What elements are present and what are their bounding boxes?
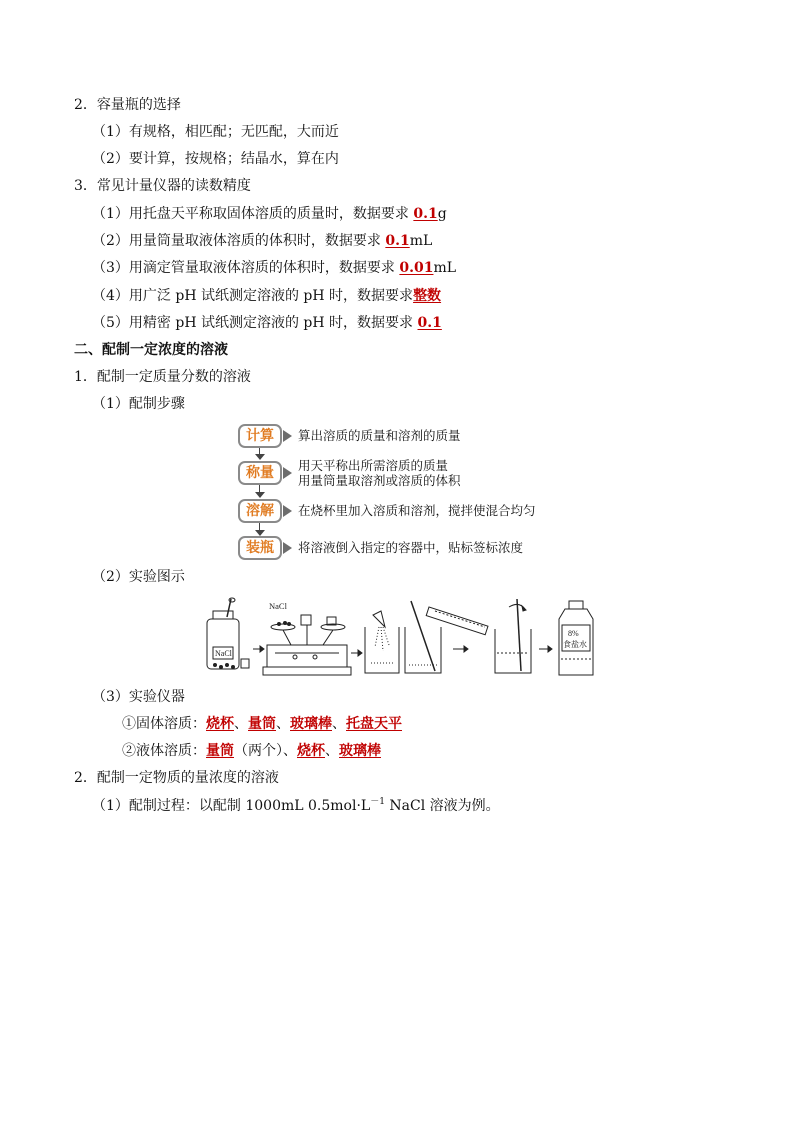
list-item: （3）用滴定管量取液体溶质的体积时，数据要求 0.01mL: [92, 260, 457, 276]
reagent-bottle-icon: [559, 601, 593, 675]
section-heading: 1．配制一定质量分数的溶液: [74, 369, 251, 385]
arrow-down-head: [255, 492, 265, 498]
section-heading: 2．配制一定物质的量浓度的溶液: [74, 770, 279, 786]
reagent-jar-icon: [207, 598, 249, 669]
arrow-right-icon: [283, 467, 292, 479]
answer-blank: 量筒: [206, 743, 234, 759]
section-heading: 2．容量瓶的选择: [74, 97, 181, 113]
step-description: 算出溶质的质量和溶剂的质量: [298, 428, 461, 443]
list-item: ②液体溶质：量筒（两个）、烧杯、玻璃棒: [122, 743, 381, 759]
balance-icon: [263, 615, 351, 675]
step-description: 将溶液倒入指定的容器中，贴标签标浓度: [298, 540, 524, 555]
section-heading: 3．常见计量仪器的读数精度: [74, 178, 251, 194]
list-item: （2）要计算，按规格；结晶水，算在内: [92, 151, 339, 167]
bottle-label: 食盐水: [563, 640, 587, 649]
list-item: （5）用精密 pH 试纸测定溶液的 pH 时，数据要求 0.1: [92, 315, 442, 331]
answer-blank: 玻璃棒: [339, 743, 381, 759]
answer-blank: 0.1: [413, 206, 438, 222]
answer-blank: 0.1: [417, 315, 442, 331]
arrow-right-icon: [283, 542, 292, 554]
step-box: 溶解: [238, 499, 282, 523]
answer-blank: 0.1: [385, 233, 410, 249]
answer-blank: 烧杯: [297, 743, 325, 759]
part-heading: 二、配制一定浓度的溶液: [74, 342, 228, 358]
arrow-right-icon: [283, 505, 292, 517]
arrow-down-head: [255, 454, 265, 460]
list-item: ①固体溶质：烧杯、量筒、玻璃棒、托盘天平: [122, 716, 402, 732]
answer-blank: 托盘天平: [346, 716, 402, 732]
subsection-heading: （2）实验图示: [92, 569, 185, 585]
jar-label: NaCl: [215, 649, 232, 658]
arrow-right-icon: [283, 430, 292, 442]
subsection-heading: （1）配制步骤: [92, 396, 185, 412]
list-item: （1）用托盘天平称取固体溶质的质量时，数据要求 0.1g: [92, 206, 447, 222]
step-description: 在烧杯里加入溶质和溶剂，搅拌使混合均匀: [298, 503, 536, 518]
step-description: 用天平称出所需溶质的质量: [298, 458, 449, 473]
list-item: （4）用广泛 pH 试纸测定溶液的 pH 时，数据要求整数: [92, 288, 442, 304]
experiment-illustration: [205, 597, 597, 679]
step-description: 用量筒量取溶剂或溶质的体积: [298, 473, 461, 488]
balance-label: NaCl: [269, 601, 287, 611]
subsection-heading: （3）实验仪器: [92, 689, 185, 705]
list-item: （1）有规格，相匹配；无匹配，大而近: [92, 124, 339, 140]
beaker-icon: [495, 599, 531, 673]
answer-blank: 玻璃棒: [290, 716, 332, 732]
list-item: （1）配制过程：以配制 1000mL $0.5mol\cdot L^{-1}$ NaCl 溶液为例。: [92, 797, 500, 814]
bottle-percent: 8%: [568, 629, 579, 638]
answer-blank: 0.01: [399, 260, 434, 276]
answer-blank: 量筒: [248, 716, 276, 732]
step-box: 称量: [238, 461, 282, 485]
answer-blank: 整数: [413, 288, 442, 304]
steps-flowchart: [238, 422, 568, 560]
step-box: 装瓶: [238, 536, 282, 560]
beaker-icon: [365, 611, 399, 673]
step-box: 计算: [238, 424, 282, 448]
list-item: （2）用量筒量取液体溶质的体积时，数据要求 0.1mL: [92, 233, 433, 249]
beaker-icon: [405, 601, 488, 673]
answer-blank: 烧杯: [206, 716, 234, 732]
